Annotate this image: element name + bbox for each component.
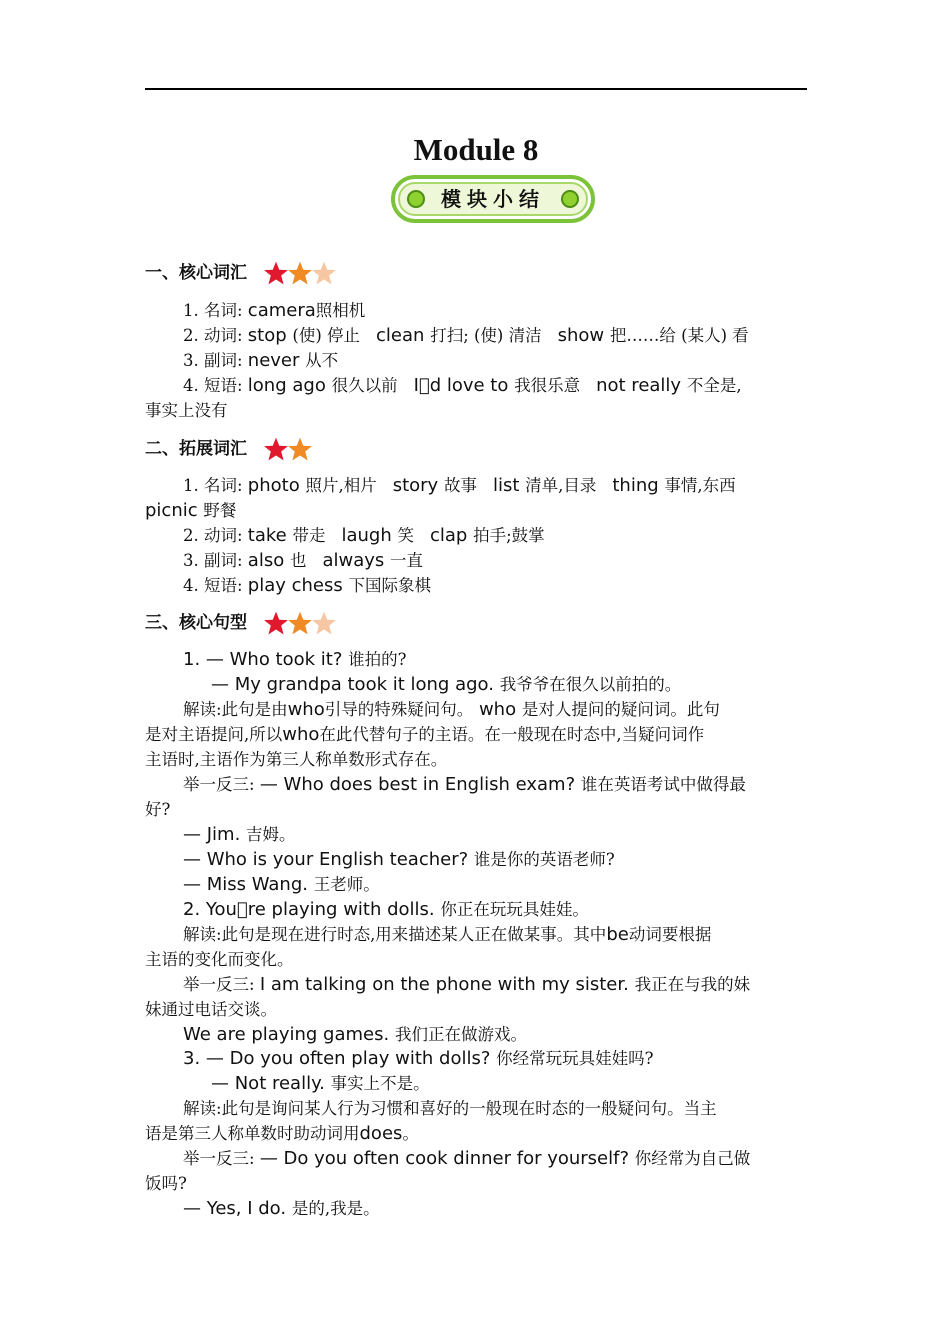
sentence-2-explanation: 解读:此句是现在进行时态,用来描述某人正在做某事。其中be动词要根据: [183, 924, 712, 945]
sentence-1-example-line: — Miss Wang. 王老师。: [183, 874, 380, 895]
ext-vocab-noun: 1. 名词: photo 照片,相片 story 故事 list 清单,目录 thing 事情,东西: [183, 475, 736, 496]
sentence-1-answer: — My grandpa took it long ago. 我爷爷在很久以前拍的。: [211, 674, 682, 695]
sentence-3-question: 3. — Do you often play with dolls? 你经常玩玩具娃娃吗?: [183, 1048, 654, 1069]
star-icon: [287, 436, 313, 462]
core-vocab-noun: 1. 名词: camera照相机: [183, 300, 366, 321]
rating-stars: [263, 610, 335, 636]
star-icon: [287, 610, 313, 636]
badge-right-dot-icon: [562, 191, 578, 207]
section-heading-text: 三、核心句型: [145, 613, 247, 633]
core-vocab-adverb: 3. 副词: never 从不: [183, 350, 339, 371]
sentence-1-example-line: — Who is your English teacher? 谁是你的英语老师?: [183, 849, 615, 870]
badge-left-dot-icon: [408, 191, 424, 207]
sentence-2-example-cont: 妹通过电话交谈。: [145, 1000, 277, 1019]
header-rule: [145, 88, 807, 90]
sentence-1-explanation: 解读:此句是由who引导的特殊疑问句。 who 是对人提问的疑问词。此句: [183, 699, 720, 720]
core-vocab-phrase: 4. 短语: long ago 很久以前 I󰀀d love to 我很乐意 not really 不全是,: [183, 375, 742, 396]
core-vocab-phrase-cont: 事实上没有: [145, 401, 228, 420]
sentence-3-answer: — Not really. 事实上不是。: [211, 1073, 430, 1094]
star-icon: [311, 260, 337, 286]
rating-stars: [263, 436, 311, 462]
ext-vocab-noun-cont: picnic 野餐: [145, 500, 237, 521]
badge-label: 模块小结: [441, 187, 545, 211]
sentence-2-explanation-cont: 主语的变化而变化。: [145, 950, 294, 969]
ext-vocab-verb: 2. 动词: take 带走 laugh 笑 clap 拍手;鼓掌: [183, 525, 545, 546]
sentence-1-explanation-cont: 是对主语提问,所以who在此代替句子的主语。在一般现在时态中,当疑问词作: [145, 724, 705, 745]
star-icon: [263, 436, 289, 462]
ext-vocab-adverb: 3. 副词: also 也 always 一直: [183, 550, 424, 571]
page-title: Module 8: [413, 132, 539, 167]
section-heading-text: 二、拓展词汇: [145, 439, 247, 459]
rating-stars: [263, 260, 335, 286]
sentence-1-explanation-cont2: 主语时,主语作为第三人称单数形式存在。: [145, 750, 448, 769]
sentence-2-example-line: We are playing games. 我们正在做游戏。: [183, 1024, 527, 1045]
sentence-3-example-cont: 饭吗?: [145, 1174, 187, 1193]
module-summary-badge: [390, 174, 596, 224]
section-heading-text: 一、核心词汇: [145, 263, 247, 283]
section-ext-vocab-heading: [145, 436, 311, 462]
section-core-sentences-heading: [145, 610, 335, 636]
sentence-1-question: 1. — Who took it? 谁拍的?: [183, 649, 407, 670]
star-icon: [263, 610, 289, 636]
star-icon: [263, 260, 289, 286]
sentence-3-explanation-cont: 语是第三人称单数时助动词用does。: [145, 1123, 419, 1144]
sentence-2-example: 举一反三: I am talking on the phone with my sister. 我正在与我的妹: [183, 974, 751, 995]
sentence-3-example: 举一反三: — Do you often cook dinner for yourself? 你经常为自己做: [183, 1148, 751, 1169]
core-vocab-verb: 2. 动词: stop (使) 停止 clean 打扫; (使) 清洁 show 把……给 (某人) 看: [183, 325, 749, 346]
star-icon: [287, 260, 313, 286]
sentence-3-explanation: 解读:此句是询问某人行为习惯和喜好的一般现在时态的一般疑问句。当主: [183, 1099, 717, 1118]
star-icon: [311, 610, 337, 636]
sentence-1-example-cont: 好?: [145, 800, 171, 819]
ext-vocab-phrase: 4. 短语: play chess 下国际象棋: [183, 575, 431, 596]
sentence-1-example: 举一反三: — Who does best in English exam? 谁在英语考试中做得最: [183, 774, 746, 795]
sentence-1-example-line: — Jim. 吉姆。: [183, 824, 296, 845]
section-core-vocab-heading: [145, 260, 335, 286]
sentence-2: 2. You󰀀re playing with dolls. 你正在玩玩具娃娃。: [183, 899, 589, 920]
sentence-3-example-line: — Yes, I do. 是的,我是。: [183, 1198, 380, 1219]
